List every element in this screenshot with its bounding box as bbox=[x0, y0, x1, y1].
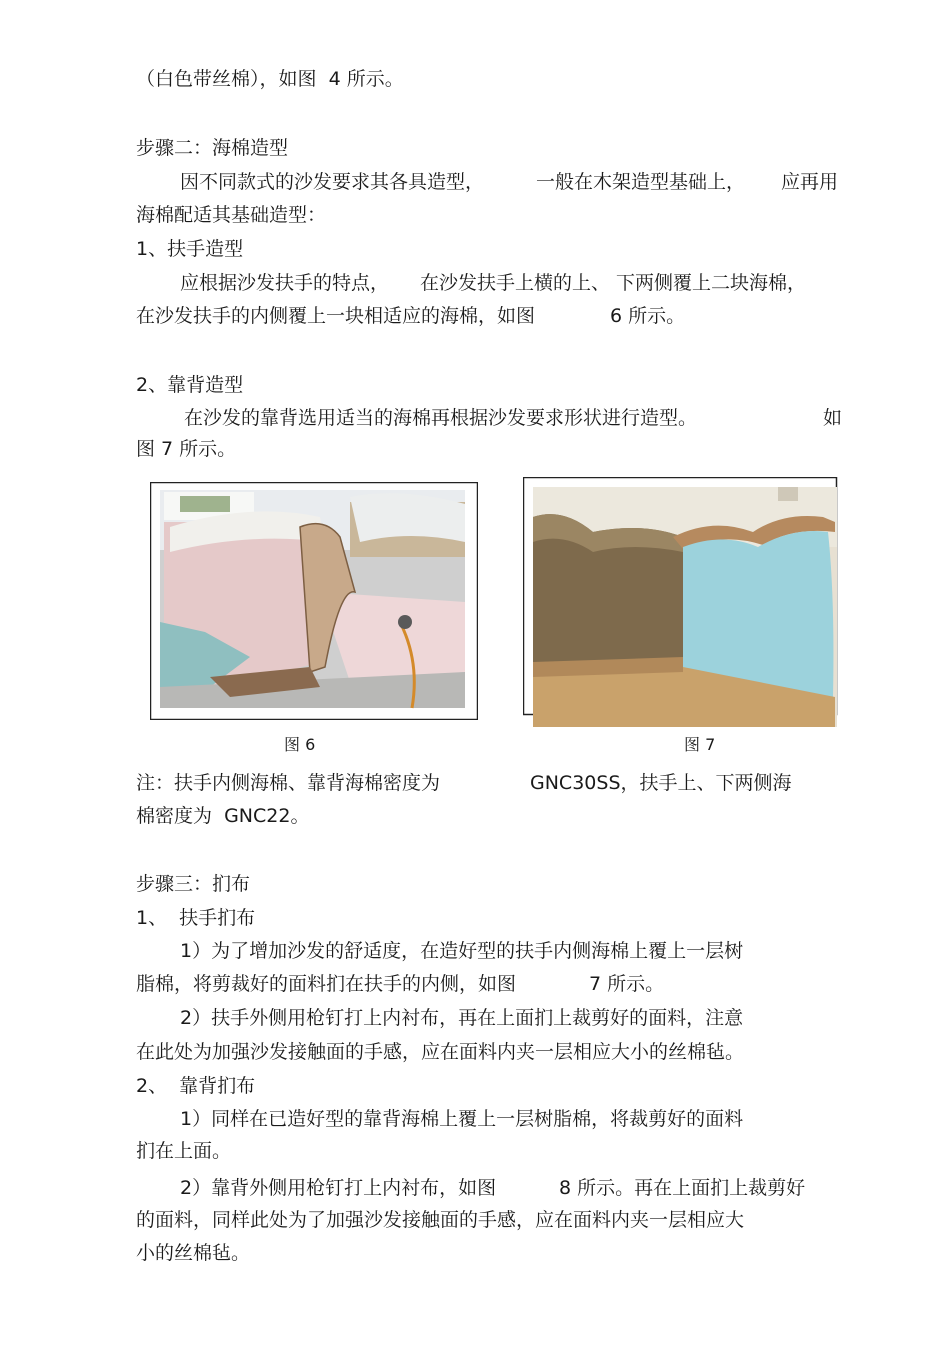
armrest-shaping-title: 1、扶手造型 bbox=[136, 238, 244, 260]
step2-text: 海棉配适其基础造型： bbox=[136, 204, 327, 226]
armrest-shaping-text: 6 所示。 bbox=[610, 305, 686, 327]
note-text: GNC30SS，扶手上、下两侧海 bbox=[530, 772, 792, 794]
backrest-foam-photo bbox=[523, 477, 838, 729]
armrest-shaping-text: 在沙发扶手上横的上、 下两侧覆上二块海棉， bbox=[420, 272, 807, 294]
backrest-upholstery-title: 2、 靠背扪布 bbox=[136, 1075, 256, 1097]
armrest-upholstery-text: 1）为了增加沙发的舒适度，在造好型的扶手内侧海棉上覆上一层树 bbox=[180, 940, 744, 962]
armrest-upholstery-title: 1、 扶手扪布 bbox=[136, 907, 256, 929]
backrest-shaping-text: 图 7 所示。 bbox=[136, 438, 237, 460]
armrest-upholstery-text: 脂棉，将剪裁好的面料扪在扶手的内侧，如图 bbox=[136, 973, 517, 995]
step2-heading: 步骤二：海棉造型 bbox=[136, 137, 289, 159]
step2-text: 一般在木架造型基础上， bbox=[536, 171, 746, 193]
step3-heading: 步骤三：扪布 bbox=[136, 873, 251, 895]
backrest-upholstery-text: 小的丝棉毡。 bbox=[136, 1242, 251, 1264]
backrest-shaping-text: 在沙发的靠背选用适当的海棉再根据沙发要求形状进行造型。 bbox=[184, 407, 698, 429]
backrest-shaping-title: 2、靠背造型 bbox=[136, 374, 244, 396]
note-text: 棉密度为 GNC22。 bbox=[136, 805, 310, 827]
figure-6-caption: 图 6 bbox=[284, 735, 316, 754]
backrest-upholstery-text: 2）靠背外侧用枪钉打上内衬布，如图 bbox=[180, 1177, 497, 1199]
backrest-upholstery-text: 8 所示。再在上面扪上裁剪好 bbox=[559, 1177, 806, 1199]
armrest-foam-photo bbox=[150, 482, 478, 720]
armrest-upholstery-text: 2）扶手外侧用枪钉打上内衬布，再在上面扪上裁剪好的面料，注意 bbox=[180, 1007, 744, 1029]
figure-7-photo bbox=[523, 477, 838, 729]
step2-text: 因不同款式的沙发要求其各具造型， bbox=[180, 171, 485, 193]
armrest-shaping-text: 在沙发扶手的内侧覆上一块相适应的海棉，如图 bbox=[136, 305, 536, 327]
figure-7-caption: 图 7 bbox=[684, 735, 716, 754]
armrest-upholstery-text: 7 所示。 bbox=[589, 973, 665, 995]
intro-line: （白色带丝棉），如图 4 所示。 bbox=[136, 68, 404, 90]
backrest-upholstery-text: 扪在上面。 bbox=[136, 1140, 232, 1162]
armrest-shaping-text: 应根据沙发扶手的特点， bbox=[180, 272, 390, 294]
backrest-shaping-text: 如 bbox=[823, 407, 843, 429]
armrest-upholstery-text: 在此处为加强沙发接触面的手感，应在面料内夹一层相应大小的丝棉毡。 bbox=[136, 1041, 745, 1063]
backrest-upholstery-text: 的面料，同样此处为了加强沙发接触面的手感，应在面料内夹一层相应大 bbox=[136, 1209, 745, 1231]
step2-text: 应再用 bbox=[781, 171, 839, 193]
figure-6-photo bbox=[150, 482, 478, 720]
backrest-upholstery-text: 1）同样在已造好型的靠背海棉上覆上一层树脂棉，将裁剪好的面料 bbox=[180, 1108, 744, 1130]
note-text: 注：扶手内侧海棉、靠背海棉密度为 bbox=[136, 772, 441, 794]
